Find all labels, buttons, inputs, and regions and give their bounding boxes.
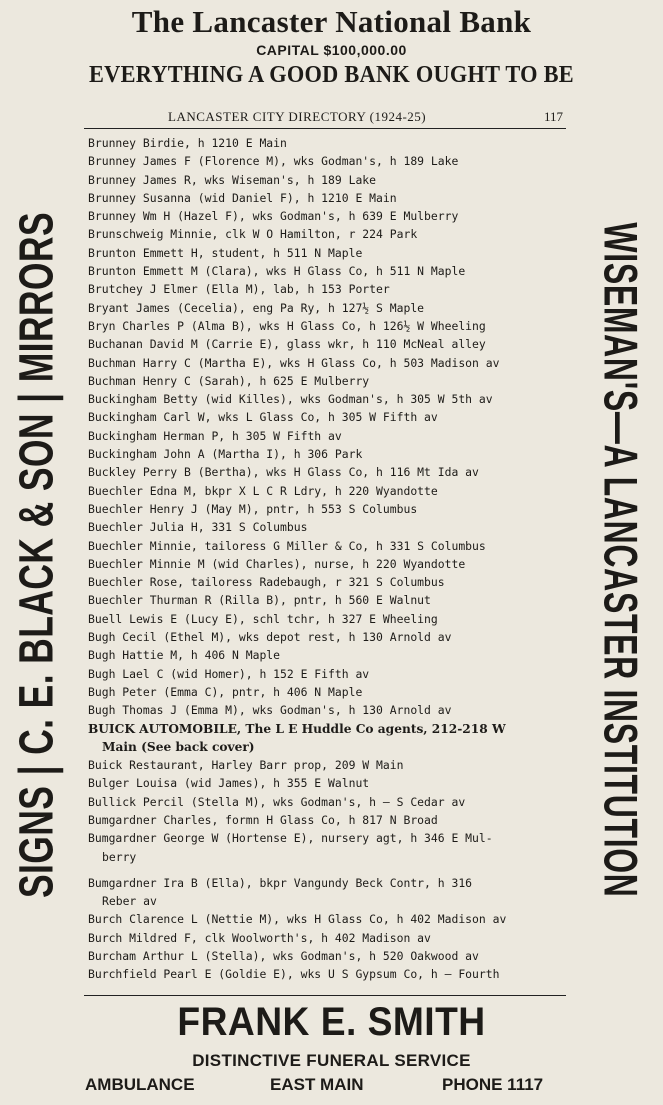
funeral-ad-phone: PHONE 1117 [442,1075,544,1094]
left-side-ad: SIGNS | C. E. BLACK & SON | MIRRORS [10,211,64,899]
directory-entries [88,134,570,984]
footer-rule [84,995,566,996]
directory-entry-ad-continued: Main (See back cover) [102,739,255,754]
directory-entry: Buchanan David M (Carrie E), glass wkr, h 110 McNeal alley [88,337,486,352]
directory-entry: Brunney Birdie, h 1210 E Main [88,136,287,150]
directory-entry: Buckingham Herman P, h 305 W Fifth av [88,428,342,443]
directory-entry: Brunschweig Minnie, clk W O Hamilton, r 224 Park [88,227,418,242]
bank-slogan: EVERYTHING A GOOD BANK OUGHT TO BE [89,62,574,88]
directory-entry: Buckingham Carl W, wks L Glass Co, h 305 W Fifth av [88,410,438,425]
funeral-ad-tagline: DISTINCTIVE FUNERAL SERVICE [192,1051,471,1070]
directory-entry: Bryant James (Cecelia), eng Pa Ry, h 127½ S Maple [88,300,425,315]
directory-entry: Brunton Emmett M (Clara), wks H Glass Co, h 511 N Maple [88,264,466,279]
directory-entry: Buechler Henry J (May M), pntr, h 553 S Columbus [88,501,418,516]
directory-entry: Buckley Perry B (Bertha), wks H Glass Co, h 116 Mt Ida av [88,465,479,480]
directory-entry: Brunney Wm H (Hazel F), wks Godman's, h 639 E Mulberry [88,209,459,224]
funeral-ad-name: FRANK E. SMITH [177,1000,486,1044]
directory-entry-ad: BUICK AUTOMOBILE, The L E Huddle Co agents, 212-218 W [88,721,506,736]
bank-name: The Lancaster National Bank [131,4,532,39]
directory-entry: Bulger Louisa (wid James), h 355 E Walnut [88,776,370,791]
bank-capital: CAPITAL $100,000.00 [256,42,407,58]
directory-entry: Burcham Arthur L (Stella), wks Godman's, h 520 Oakwood av [88,949,479,964]
directory-entry: Buechler Minnie M (wid Charles), nurse, h 220 Wyandotte [88,556,466,571]
directory-entry: Buick Restaurant, Harley Barr prop, 209 W Main [88,758,404,773]
directory-entry: Bryn Charles P (Alma B), wks H Glass Co, h 126½ W Wheeling [88,318,486,333]
directory-entry-continued: Reber av [102,894,157,909]
directory-entry: Burch Mildred F, clk Woolworth's, h 402 Madison av [88,930,431,945]
funeral-ad-ambulance: AMBULANCE [85,1075,195,1094]
directory-entry: Buechler Edna M, bkpr X L C R Ldry, h 220 Wyandotte [88,483,438,498]
page-number: 117 [544,109,564,124]
directory-entry: Bumgardner Ira B (Ella), bkpr Vangundy Beck Contr, h 316 [88,875,473,890]
directory-entry: Brutchey J Elmer (Ella M), lab, h 153 Porter [88,282,390,297]
running-head: LANCASTER CITY DIRECTORY (1924-25) [168,109,427,124]
directory-entry: Bullick Percil (Stella M), wks Godman's, h — S Cedar av [88,794,466,809]
directory-entry: Bumgardner George W (Hortense E), nursery agt, h 346 E Mul- [88,831,493,846]
funeral-ad-address: EAST MAIN [270,1075,364,1094]
directory-entry: Buechler Julia H, 331 S Columbus [88,520,308,535]
directory-entry: Buechler Thurman R (Rilla B), pntr, h 560 E Walnut [88,593,431,608]
directory-entry: Bugh Lael C (wid Homer), h 152 E Fifth av [88,666,370,681]
directory-entry: Bugh Hattie M, h 406 N Maple [88,648,281,663]
directory-entry: Burchfield Pearl E (Goldie E), wks U S Gypsum Co, h — Fourth [88,967,500,982]
directory-entry: Bugh Thomas J (Emma M), wks Godman's, h 130 Arnold av [88,703,452,718]
directory-entry: Brunton Emmett H, student, h 511 N Maple [88,245,363,260]
header-rule [84,128,566,129]
directory-entry-continued: berry [102,849,137,864]
directory-entry: Buckingham John A (Martha I), h 306 Park [88,447,363,462]
directory-entry: Brunney Susanna (wid Daniel F), h 1210 E Main [88,190,397,205]
directory-entry: Buechler Rose, tailoress Radebaugh, r 321 S Columbus [88,575,445,590]
directory-entry: Bugh Peter (Emma C), pntr, h 406 N Maple [88,684,363,699]
directory-entry: Buechler Minnie, tailoress G Miller & Co, h 331 S Columbus [88,538,486,553]
right-side-ad: WISEMAN'S—A LANCASTER INSTITUTION [594,222,648,898]
directory-entry: Brunney James R, wks Wiseman's, h 189 Lake [88,172,377,187]
directory-entry: Buckingham Betty (wid Killes), wks Godman's, h 305 W 5th av [88,392,493,407]
directory-entry: Buchman Harry C (Martha E), wks H Glass Co, h 503 Madison av [88,355,500,370]
directory-entry: Bugh Cecil (Ethel M), wks depot rest, h 130 Arnold av [88,630,452,645]
directory-entry: Buell Lewis E (Lucy E), schl tchr, h 327 E Wheeling [88,611,438,626]
directory-entry: Buchman Henry C (Sarah), h 625 E Mulberry [88,373,370,388]
directory-entry: Bumgardner Charles, formn H Glass Co, h 817 N Broad [88,812,438,827]
directory-entry: Brunney James F (Florence M), wks Godman's, h 189 Lake [88,154,459,169]
directory-entry: Burch Clarence L (Nettie M), wks H Glass Co, h 402 Madison av [88,912,507,927]
